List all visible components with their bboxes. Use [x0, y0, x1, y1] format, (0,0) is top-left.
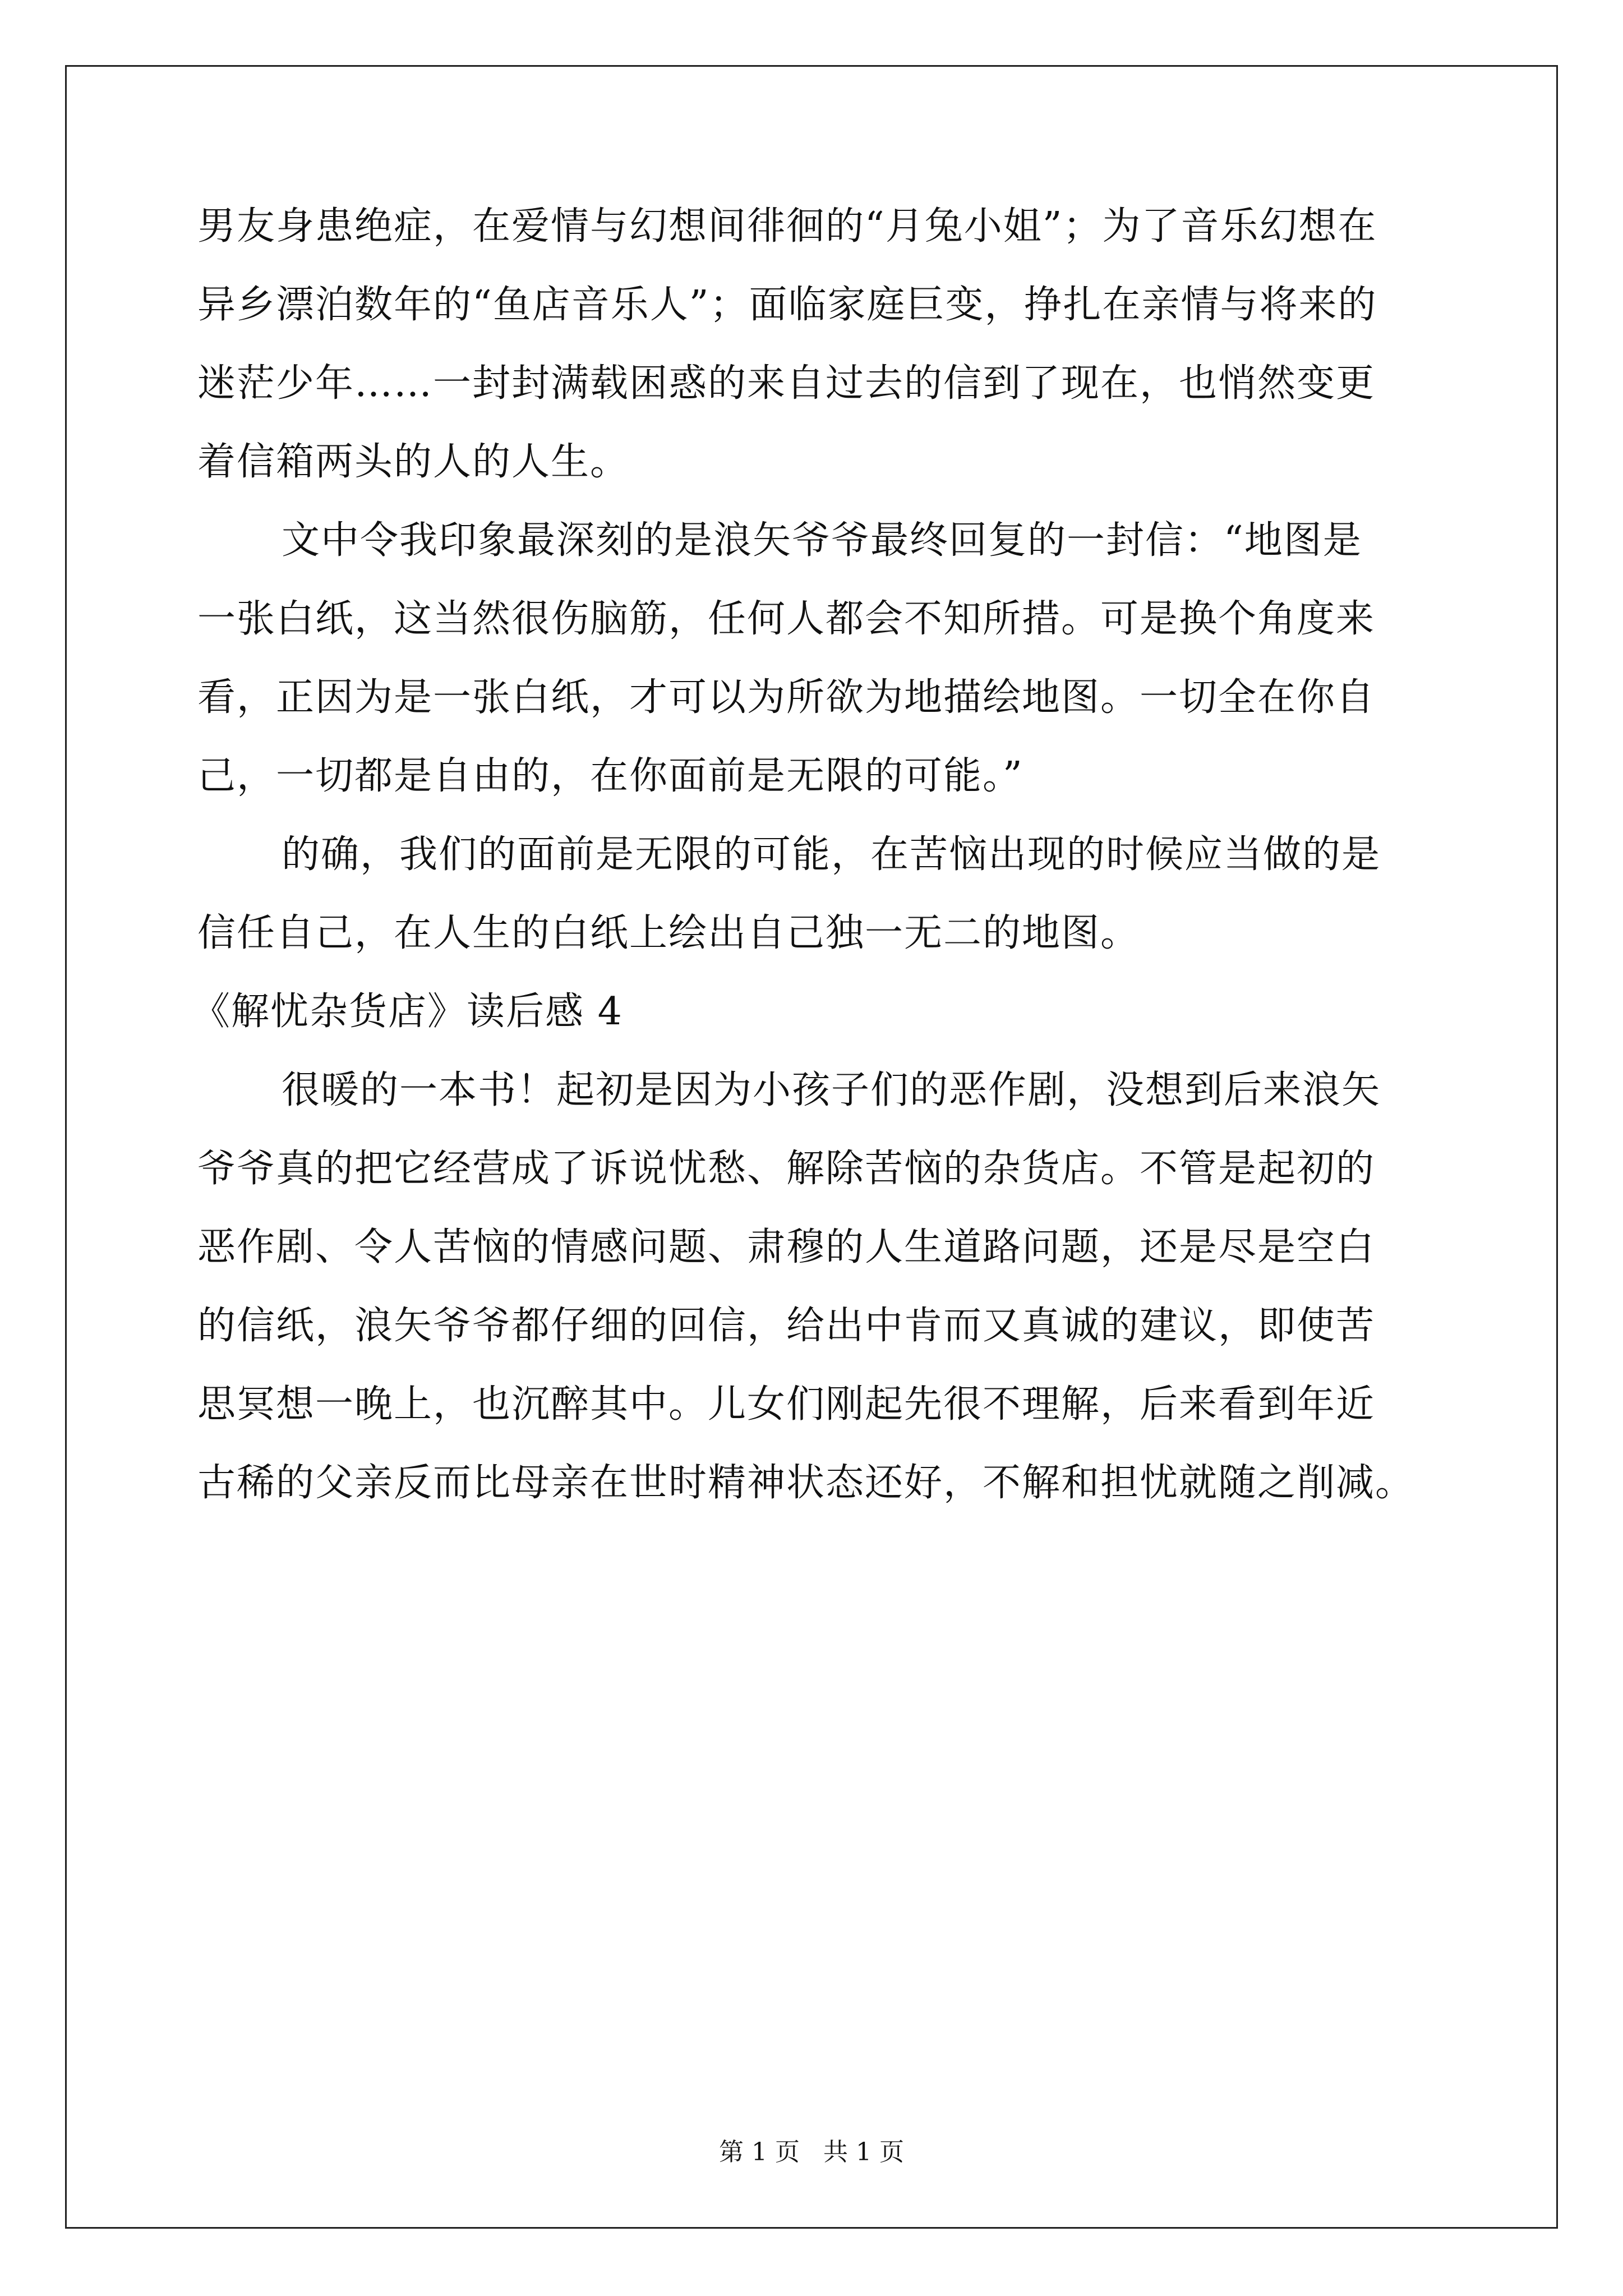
- text-line: 思冥想一晚上，也沉醉其中。儿女们刚起先很不理解，后来看到年近: [197, 1382, 1376, 1427]
- text-line: 很暖的一本书！起初是因为小孩子们的恶作剧，没想到后来浪矢: [282, 1068, 1381, 1112]
- text-line: 古稀的父亲反而比母亲在世时精神状态还好，不解和担忧就随之削减。: [197, 1461, 1415, 1505]
- text-line: 看，正因为是一张白纸，才可以为所欲为地描绘地图。一切全在你自: [197, 675, 1376, 720]
- text-line: 一张白纸，这当然很伤脑筋，任何人都会不知所措。可是换个角度来: [197, 597, 1376, 641]
- page-footer: [0, 2132, 1623, 2168]
- section-heading: 《解忧杂货店》读后感 4: [192, 990, 623, 1034]
- text-line: 着信箱两头的人的人生。: [197, 440, 630, 484]
- text-line: 文中令我印象最深刻的是浪矢爷爷最终回复的一封信：“地图是: [282, 518, 1362, 563]
- text-line: 爷爷真的把它经营成了诉说忧愁、解除苦恼的杂货店。不管是起初的: [197, 1147, 1376, 1191]
- text-line: 己，一切都是自由的，在你面前是无限的可能。”: [197, 754, 1023, 798]
- text-line: 信任自己，在人生的白纸上绘出自己独一无二的地图。: [197, 911, 1140, 955]
- text-line: 迷茫少年……一封封满载困惑的来自过去的信到了现在，也悄然变更: [197, 361, 1376, 406]
- text-line: 的确，我们的面前是无限的可能，在苦恼出现的时候应当做的是: [282, 832, 1381, 877]
- text-line: 男友身患绝症，在爱情与幻想间徘徊的“月兔小姐”；为了音乐幻想在: [197, 204, 1377, 249]
- text-line: 异乡漂泊数年的“鱼店音乐人”；面临家庭巨变，挣扎在亲情与将来的: [197, 283, 1377, 327]
- page-total: 共 1 页: [823, 2138, 904, 2166]
- page-number: 第 1 页: [719, 2138, 800, 2166]
- text-line: 的信纸，浪矢爷爷都仔细的回信，给出中肯而又真诚的建议，即使苦: [197, 1304, 1376, 1348]
- text-line: 恶作剧、令人苦恼的情感问题、肃穆的人生道路问题，还是尽是空白: [197, 1225, 1376, 1269]
